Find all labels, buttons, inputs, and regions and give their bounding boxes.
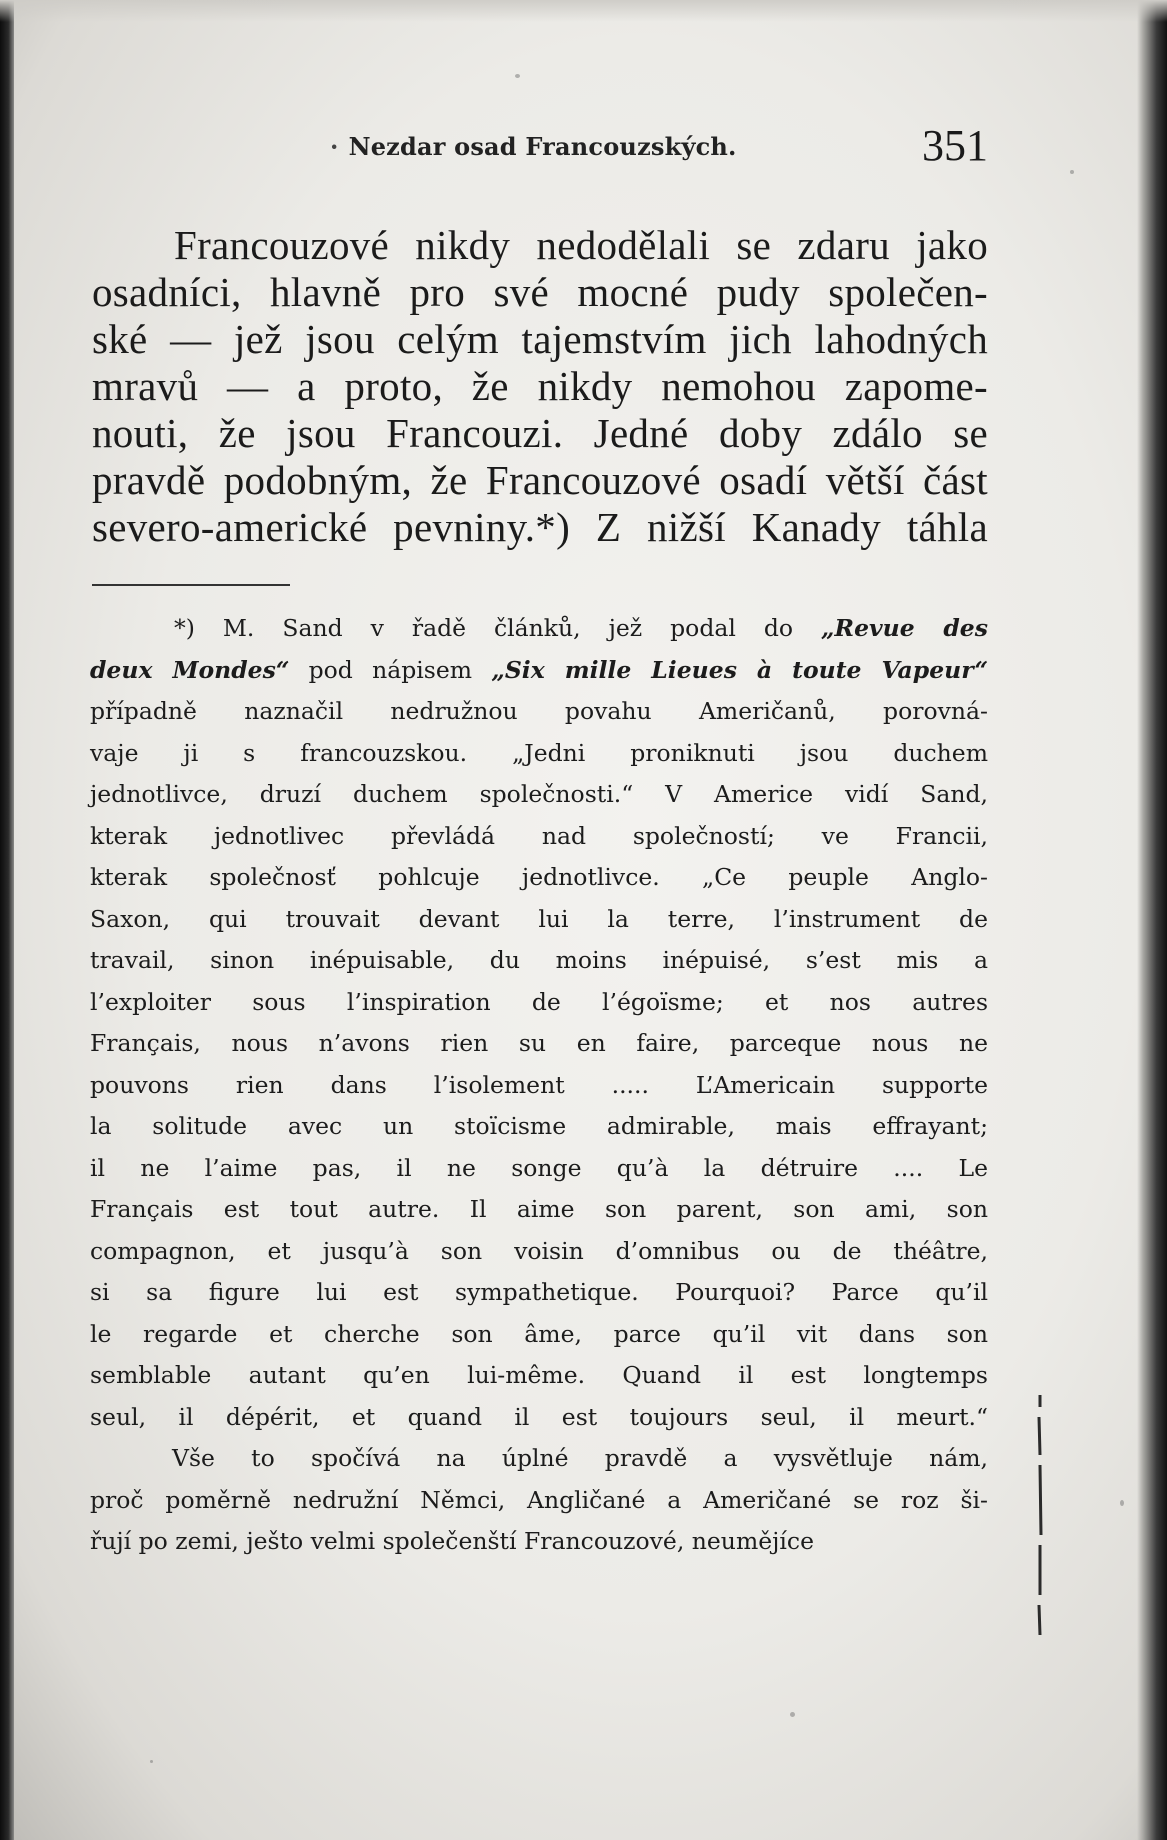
footnote-title: „Six mille Lieues à toute Vapeur“ (491, 655, 988, 684)
footnote-title: deux Mondes“ (90, 655, 290, 684)
page-top-shadow (0, 0, 1167, 22)
footnote-line: jednotlivce, druzí duchem společnosti.“ V Americe vidí Sand, (90, 780, 988, 808)
text-line: severo-americké pevniny.*) Z nižší Kanady táhla (92, 504, 988, 550)
paragraph-line: řují po zemi, ješto velmi společenští Francouzové, neumějíce (90, 1527, 815, 1555)
footnote-line: semblable autant qu’en lui-même. Quand il est longtemps (90, 1361, 988, 1389)
page-left-shadow (0, 0, 14, 1840)
margin-pencil-mark (1037, 1395, 1043, 1635)
scan-speck (1120, 1500, 1124, 1506)
running-title-text: Nezdar osad Francouzských. (348, 132, 737, 161)
footnote-line: kterak jednotlivec převládá nad společností; ve Francii, (90, 821, 988, 850)
footnote-line: případně naznačil nedružnou povahu Američanů, porovná- (90, 697, 988, 725)
footnote-line: Français est tout autre. Il aime son parent, son ami, son (90, 1195, 988, 1223)
footnote-separator (92, 584, 290, 586)
page-right-shadow (1137, 0, 1167, 1840)
footnote-line: l’exploiter sous l’inspiration de l’égoïsme; et nos autres (90, 987, 988, 1016)
footnote-line: la solitude avec un stoïcisme admirable, mais effrayant; (90, 1112, 988, 1140)
footnote-line: seul, il dépérit, et quand il est toujours seul, il meurt.“ (90, 1402, 988, 1431)
running-title (330, 132, 737, 161)
text-line: mravů — a proto, že nikdy nemohou zapome- (92, 363, 988, 409)
scan-speck (515, 74, 520, 78)
footnote-line: Saxon, qui trouvait devant lui la terre, l’instrument de (90, 904, 988, 933)
paragraph-line: Vše to spočívá na úplné pravdě a vysvětluje nám, (172, 1444, 988, 1472)
text-line: osadníci, hlavně pro své mocné pudy společen- (92, 269, 988, 315)
footnote-text: pod nápisem (289, 655, 492, 684)
paragraph-line: proč poměrně nedružní Němci, Angličané a Američané se roz ši- (90, 1485, 988, 1514)
footnote-line (90, 650, 988, 692)
header-dash: · (330, 132, 339, 161)
text-line: ské — jež jsou celým tajemstvím jich lahodných (92, 316, 988, 362)
footnote-line: le regarde et cherche son âme, parce qu’il vit dans son (90, 1319, 988, 1348)
page-number: 351 (922, 121, 988, 170)
scan-speck (790, 1712, 795, 1717)
text-line: Francouzové nikdy nedodělali se zdaru jako (174, 222, 988, 268)
footnote-line: travail, sinon inépuisable, du moins inépuisé, s’est mis a (90, 946, 988, 974)
footnote-line: kterak společnosť pohlcuje jednotlivce. „Ce peuple Anglo- (90, 863, 988, 891)
footnote-line (90, 608, 988, 650)
text-line: nouti, že jsou Francouzi. Jedné doby zdálo se (92, 410, 988, 456)
footnote-line: pouvons rien dans l’isolement ..... L’Americain supporte (90, 1070, 988, 1099)
main-paragraph (92, 222, 988, 551)
footnote (90, 608, 988, 1563)
footnote-line: compagnon, et jusqu’à son voisin d’omnibus ou de théâtre, (90, 1236, 988, 1265)
scan-speck (1070, 170, 1074, 174)
footnote-line: vaje ji s francouzskou. „Jedni proniknuti jsou duchem (90, 738, 988, 767)
footnote-line: il ne l’aime pas, il ne songe qu’à la détruire .... Le (90, 1153, 988, 1182)
footnote-line: si sa figure lui est sympathetique. Pourquoi? Parce qu’il (90, 1278, 988, 1306)
footnote-title: „Revue des (821, 614, 988, 642)
page-header (90, 120, 988, 172)
scan-speck (150, 1760, 153, 1763)
footnote-text: *) M. Sand v řadě článků, jež podal do (174, 614, 822, 642)
footnote-line: Français, nous n’avons rien su en faire, parceque nous ne (90, 1029, 988, 1057)
text-line: pravdě podobným, že Francouzové osadí větší část (92, 457, 988, 503)
